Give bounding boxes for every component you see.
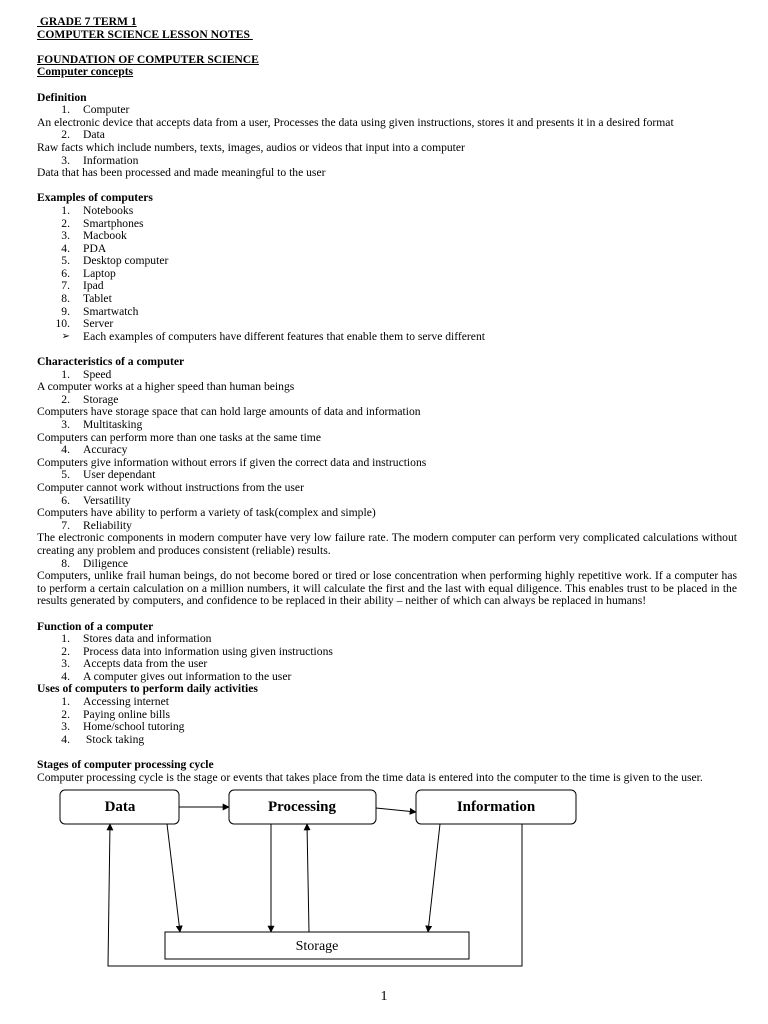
characteristic-term: 6. Versatility <box>61 493 131 507</box>
list-item: 8. Tablet <box>61 292 112 306</box>
page-number: 1 <box>380 989 388 1004</box>
functions-heading: Function of a computer <box>37 619 154 633</box>
characteristic-term: 7. Reliability <box>61 518 132 532</box>
notes-title: COMPUTER SCIENCE LESSON NOTES <box>37 27 253 41</box>
characteristics-heading: Characteristics of a computer <box>37 355 185 369</box>
characteristic-term: 5. User dependant <box>61 468 156 482</box>
arrow-processing-to-information <box>376 808 416 812</box>
definition-term: 3. Information <box>61 153 139 167</box>
list-item: 9. Smartwatch <box>61 304 139 318</box>
stages-text: Computer processing cycle is the stage or events that takes place from the time data is entered into the computer to the time is given to the user. <box>37 770 703 784</box>
definition-heading: Definition <box>37 90 87 104</box>
information-label: Information <box>456 799 536 815</box>
list-item: 2. Smartphones <box>61 216 144 230</box>
arrow-information-to-storage <box>428 824 440 932</box>
list-item: 7. Ipad <box>61 279 104 293</box>
list-item: 4. PDA <box>61 241 107 255</box>
list-item: 6. Laptop <box>61 266 116 280</box>
list-item: 1. Notebooks <box>61 203 134 217</box>
examples-heading: Examples of computers <box>37 191 153 205</box>
list-item: 2. Process data into information using given instructions <box>61 644 333 658</box>
list-item: 10. Server <box>55 317 114 331</box>
characteristic-text: Computer cannot work without instructions from the user <box>37 480 304 494</box>
list-item: 1. Accessing internet <box>61 695 169 709</box>
characteristic-text: The electronic components in modern computer have very low failure rate. The modern computer can perform very complicated calculations without creating any problem and produces consistent (reliable) results. <box>37 531 737 557</box>
characteristic-term: 8. Diligence <box>61 556 129 570</box>
list-item: 5. Desktop computer <box>61 254 169 268</box>
list-item: 4. Stock taking <box>61 732 145 746</box>
stages-heading: Stages of computer processing cycle <box>37 758 214 772</box>
list-item: 1. Stores data and information <box>61 632 212 646</box>
subtopic-heading: Computer concepts <box>37 65 134 79</box>
characteristic-term: 3. Multitasking <box>61 418 143 431</box>
bullet-note: ➢ Each examples of computers have different features that enable them to serve different <box>37 331 737 344</box>
arrow-storage-to-processing <box>307 824 309 932</box>
storage-label: Storage <box>295 939 339 954</box>
characteristic-term: 1. Speed <box>61 367 112 381</box>
uses-heading: Uses of computers to perform daily activities <box>37 682 258 696</box>
definition-text: An electronic device that accepts data from a user, Processes the data using given instructions, stores it and presents it in a desired format <box>37 115 674 129</box>
list-item: 3. Accepts data from the user <box>61 657 208 671</box>
list-item: 4. A computer gives out information to the user <box>61 669 292 683</box>
data-label: Data <box>104 799 136 815</box>
definition-text: Raw facts which include numbers, texts, images, audios or videos that input into a computer <box>37 140 465 154</box>
topic-heading: FOUNDATION OF COMPUTER SCIENCE <box>37 52 259 66</box>
characteristic-term: 4. Accuracy <box>61 443 128 457</box>
characteristic-text: Computers have storage space that can hold large amounts of data and information <box>37 405 421 419</box>
definition-term: 1. Computer <box>61 103 130 117</box>
arrow-data-to-storage <box>167 824 180 932</box>
definition-term: 2. Data <box>61 128 105 142</box>
list-item: 3. Home/school tutoring <box>61 720 185 734</box>
characteristic-text: Computers give information without errors if given the correct data and instructions <box>37 455 427 469</box>
characteristic-text: Computers can perform more than one tasks at the same time <box>37 430 321 444</box>
characteristic-text: Computers have ability to perform a variety of task(complex and simple) <box>37 506 376 520</box>
characteristic-term: 2. Storage <box>61 392 119 406</box>
characteristic-text: Computers, unlike frail human beings, do not become bored or tired or lose concentration when performing highly repetitive work. If a computer has to perform a certain calculation on a million numbers, it will calculate the first and the last with equal diligence. This enables trust to be placed in the results generated by computers, and confidence to be replaced in their ability – neither of which can always be replaced in humans! <box>37 569 737 608</box>
definition-text: Data that has been processed and made meaningful to the user <box>37 166 326 180</box>
list-item: 2. Paying online bills <box>61 707 170 721</box>
arrow-bullet-icon: ➢ <box>61 330 70 342</box>
grade-line: GRADE 7 TERM 1 <box>37 15 137 28</box>
characteristic-text: A computer works at a higher speed than human beings <box>37 380 295 394</box>
processing-label: Processing <box>267 799 337 815</box>
list-item: 3. Macbook <box>61 229 127 243</box>
